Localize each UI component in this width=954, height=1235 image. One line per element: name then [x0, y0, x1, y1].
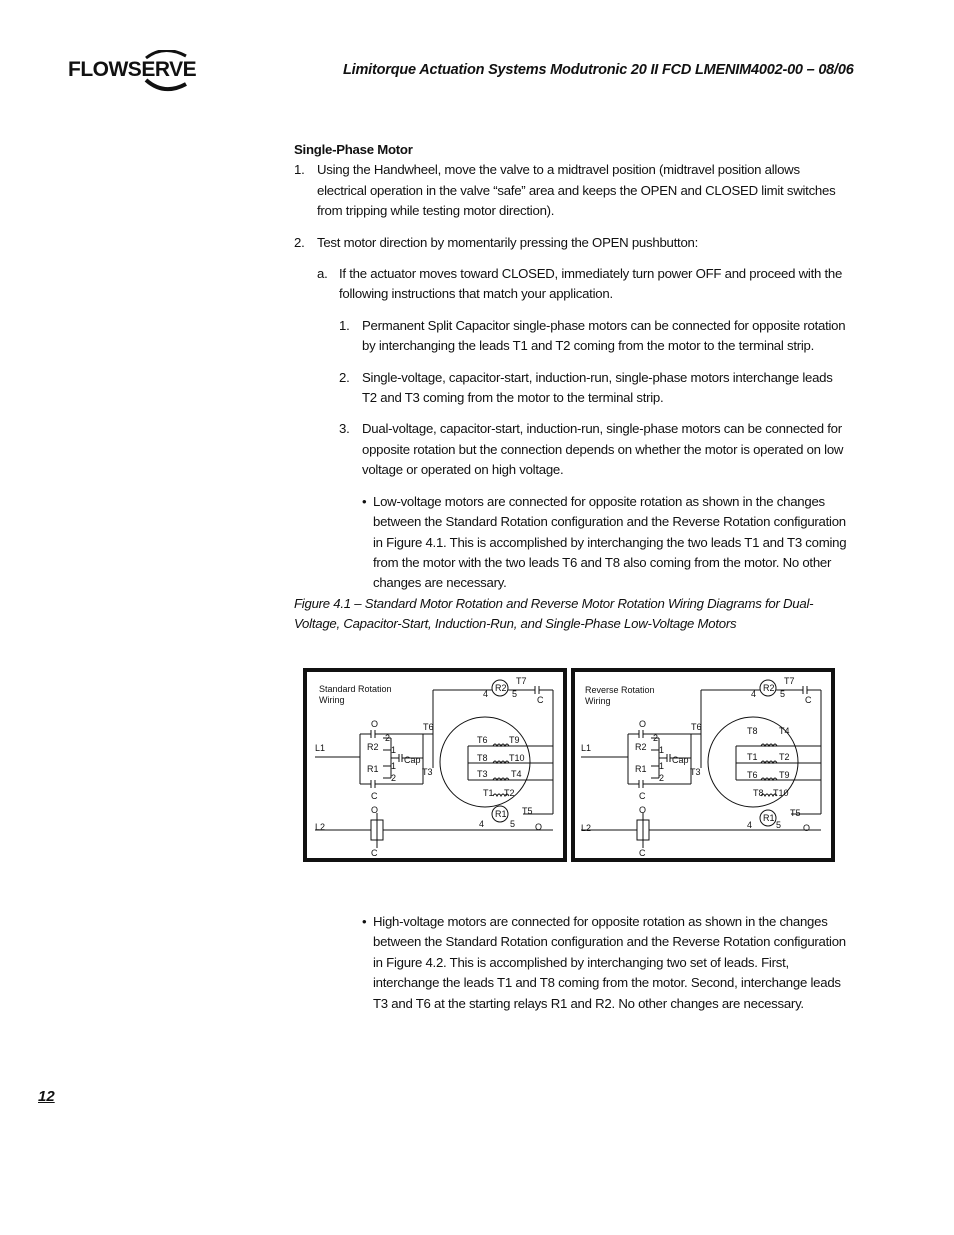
label-t7: T7	[784, 676, 795, 686]
label-c-top: C	[805, 695, 812, 705]
label-1a: 1	[391, 745, 397, 755]
diagram-subtitle: Wiring	[585, 696, 611, 706]
step-number: 2.	[294, 234, 305, 250]
subsubstep-2	[339, 368, 849, 409]
subsubstep-number: 2.	[339, 369, 350, 385]
label-c-top: C	[537, 695, 544, 705]
diagram-title: Standard Rotation	[319, 684, 392, 694]
label-r2: R2	[367, 742, 379, 752]
substep-text: If the actuator moves toward CLOSED, immediately turn power OFF and proceed with the following instructions that match your application.	[339, 266, 843, 302]
label-5-top: 5	[512, 689, 518, 699]
panel-border	[573, 670, 833, 860]
label-t3: T3	[690, 767, 701, 777]
label-l2: L2	[315, 822, 326, 832]
reverse-rotation-diagram	[573, 670, 833, 860]
document-header: Limitorque Actuation Systems Modutronic 20 II FCD LMENIM4002-00 – 08/06	[343, 62, 854, 78]
standard-rotation-diagram	[305, 670, 565, 860]
label-o-l2: O	[639, 805, 647, 815]
bullet-mark: •	[362, 914, 367, 929]
label-5-top: 5	[780, 689, 786, 699]
subsubstep-number: 1.	[339, 317, 350, 333]
label-cap: Cap	[404, 755, 421, 765]
logo-swoosh-top	[146, 50, 186, 58]
label-t6: T6	[691, 722, 702, 732]
step-text: Using the Handwheel, move the valve to a midtravel position (midtravel position allows electrical operation in the valve “safe” area and keeps the OPEN and CLOSED limit switches from tripping while testing motor direction).	[317, 162, 836, 219]
coil-label: T2	[779, 752, 790, 762]
label-t7: T7	[516, 676, 527, 686]
page-number: 12	[38, 1088, 55, 1105]
label-5-bot: 5	[510, 819, 516, 829]
label-2b: 2	[391, 773, 397, 783]
label-4-top: 4	[483, 689, 489, 699]
bullet-text: Low-voltage motors are connected for opposite rotation as shown in the changes between the Standard Rotation configuration and the Reverse Rotation configuration in Figure 4.1. This is accomplished by interchanging the two leads T1 and T3 coming from the motor with the two leads T6 and T8 also coming from the motor. No other changes are necessary.	[373, 493, 847, 591]
coil-label: T4	[779, 726, 790, 736]
step-text: Test motor direction by momentarily pressing the OPEN pushbutton:	[317, 234, 699, 250]
label-4-bot: 4	[479, 819, 485, 829]
coil-label: T1	[747, 752, 758, 762]
label-o-bot: O	[803, 823, 811, 833]
label-r1: R1	[635, 764, 647, 774]
coil-label: T10	[509, 753, 525, 763]
step-1	[294, 160, 849, 221]
label-1b: 1	[391, 761, 397, 771]
section-title: Single-Phase Motor	[294, 142, 413, 157]
coil-label: T10	[773, 788, 789, 798]
step-number: 1.	[294, 162, 305, 178]
label-r1-relay: R1	[763, 813, 775, 823]
label-2b: 2	[659, 773, 665, 783]
diagram-title: Reverse Rotation	[585, 685, 655, 695]
coil-label: T3	[477, 769, 488, 779]
label-c: C	[639, 791, 646, 801]
label-5-bot: 5	[776, 820, 782, 830]
label-1a: 1	[659, 745, 665, 755]
bullet-high-voltage	[362, 912, 852, 1014]
bullet-mark: •	[362, 493, 367, 509]
logo-swoosh	[146, 80, 186, 89]
wires	[315, 686, 553, 848]
logo-wordmark: FLOWSERVE	[68, 58, 197, 81]
label-c: C	[371, 791, 378, 801]
coil-label: T9	[509, 735, 520, 745]
step-2	[294, 233, 849, 253]
subsubstep-3	[339, 419, 849, 480]
wiring-diagrams-figure	[303, 668, 835, 864]
label-l1: L1	[315, 743, 326, 753]
label-t3: T3	[422, 767, 433, 777]
label-2a: 2	[653, 733, 659, 743]
coil-label: T2	[504, 788, 515, 798]
label-l2: L2	[581, 823, 592, 833]
diagram-subtitle: Wiring	[319, 695, 345, 705]
label-o-bot: O	[535, 822, 543, 832]
label-4-bot: 4	[747, 820, 753, 830]
label-l1: L1	[581, 743, 592, 753]
coil-label: T6	[747, 770, 758, 780]
label-o-l2: O	[371, 805, 379, 815]
subsubstep-text: Dual-voltage, capacitor-start, induction-run, single-phase motors can be connected for opposite rotation but the connection depends on whether the motor is operated on low voltage or operated on high voltage.	[362, 421, 844, 478]
coil-label: T4	[511, 769, 522, 779]
label-r2-relay: R2	[763, 683, 775, 693]
label-o: O	[639, 719, 647, 729]
coil-label: T8	[753, 788, 764, 798]
label-r1-relay: R1	[495, 809, 507, 819]
label-2a: 2	[385, 733, 391, 743]
bullet-text: High-voltage motors are connected for opposite rotation as shown in the changes between the Standard Rotation configuration and the Reverse Rotation configuration in Figure 4.2. This is accomplished by interchanging two set of leads. First, interchange the leads T1 and T8 coming from the motor. Second, interchange leads T3 and T6 at the starting relays R1 and R2. No other changes are necessary.	[373, 914, 846, 1011]
label-r1: R1	[367, 764, 379, 774]
label-r2-relay: R2	[495, 683, 507, 693]
coil-label: T6	[477, 735, 488, 745]
label-t6: T6	[423, 722, 434, 732]
substep-letter: a.	[317, 266, 328, 282]
label-t5: T5	[522, 806, 533, 816]
subsubstep-1	[339, 316, 849, 357]
coil-label: T8	[477, 753, 488, 763]
label-c-l2: C	[371, 848, 378, 858]
substep-a	[317, 264, 849, 305]
label-t5: T5	[790, 808, 801, 818]
figure-caption: Figure 4.1 – Standard Motor Rotation and Reverse Motor Rotation Wiring Diagrams for Dual-Voltage, Capacitor-Start, Induction-Run, and Single-Phase Low-Voltage Motors	[294, 595, 814, 632]
label-o: O	[371, 719, 379, 729]
label-cap: Cap	[672, 755, 689, 765]
coil-label: T1	[483, 788, 494, 798]
bullet-low-voltage	[362, 492, 849, 594]
subsubstep-text: Single-voltage, capacitor-start, induction-run, single-phase motors interchange leads T2 and T3 coming from the motor to the terminal strip.	[362, 369, 833, 406]
coil-label: T9	[779, 770, 790, 780]
main-content	[294, 140, 849, 635]
label-1b: 1	[659, 761, 665, 771]
label-r2: R2	[635, 742, 647, 752]
label-c-l2: C	[639, 848, 646, 858]
subsubstep-number: 3.	[339, 421, 350, 437]
wires	[581, 686, 821, 848]
label-4-top: 4	[751, 689, 757, 699]
subsubstep-text: Permanent Split Capacitor single-phase motors can be connected for opposite rotation by interchanging the leads T1 and T2 coming from the motor to the terminal strip.	[362, 317, 846, 354]
flowserve-logo	[68, 50, 208, 98]
coil-label: T8	[747, 726, 758, 736]
